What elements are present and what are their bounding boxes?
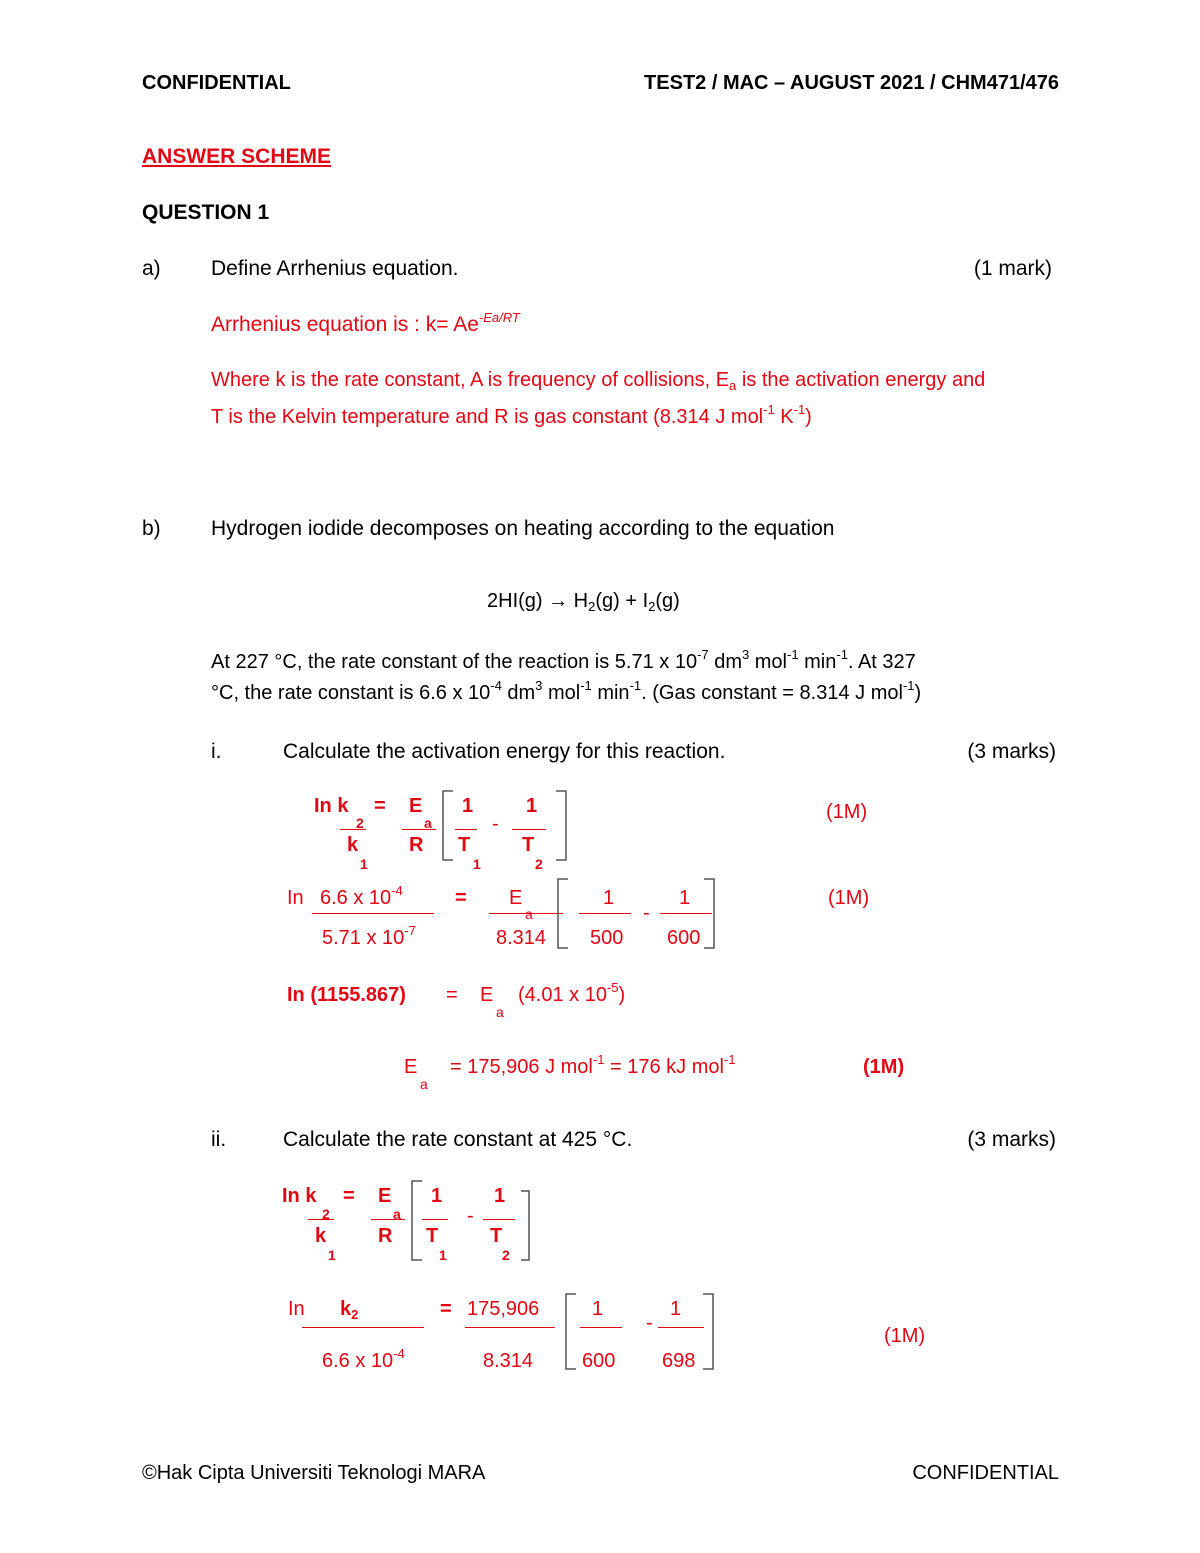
formula-i-t1-line xyxy=(455,829,477,830)
sub-ii-prompt-unit: °C. xyxy=(602,1128,633,1151)
info-1b: -7 xyxy=(697,647,709,662)
info-1e: mol xyxy=(749,651,788,673)
sub-ii-mark: (1M) xyxy=(884,1325,926,1347)
step3-E: E xyxy=(480,984,494,1006)
reaction-equation xyxy=(487,590,680,613)
formula-ii-t2-line xyxy=(483,1219,515,1220)
arrhenius-exponent: -Ea/RT xyxy=(478,310,520,325)
formula-ii-E: E xyxy=(378,1185,392,1207)
part-a-prompt: Define Arrhenius equation. xyxy=(211,257,459,280)
formula-i-ea-line xyxy=(402,829,436,830)
sub-ii-prompt xyxy=(283,1128,632,1152)
where-text-4: K xyxy=(774,406,794,428)
formula-i-R: R xyxy=(409,834,424,856)
sub-ii-one-a: 1 xyxy=(592,1298,604,1320)
sub-ii-R: 8.314 xyxy=(483,1350,534,1372)
sub-ii-d2-line xyxy=(658,1327,704,1328)
formula-ii-T1: T xyxy=(426,1225,439,1247)
sub-i-d1-line xyxy=(579,913,631,914)
formula-ii-left-bracket-icon xyxy=(409,1180,425,1262)
where-text-5: ) xyxy=(805,406,812,428)
info-2b: -4 xyxy=(490,678,502,693)
formula-ii-T1-sub: 1 xyxy=(439,1247,447,1263)
header-paper-code: TEST2 / MAC – AUGUST 2021 / CHM471/476 xyxy=(644,72,1059,94)
formula-ii-equals: = xyxy=(343,1185,355,1207)
where-sup-2: -1 xyxy=(793,402,806,417)
sub-i-E: E xyxy=(509,887,523,909)
formula-i-one-b: 1 xyxy=(526,795,538,817)
sub-ii-num-sub: 2 xyxy=(351,1307,359,1322)
info-1i: . At 327 xyxy=(847,651,916,673)
result-E: E xyxy=(404,1056,418,1078)
formula-i-sub1: 1 xyxy=(360,856,368,872)
sub-i-numerator: 6.6 x 10 xyxy=(320,887,392,909)
formula-i-one-a: 1 xyxy=(462,795,474,817)
question-heading: QUESTION 1 xyxy=(142,201,270,224)
formula-ii-one-a: 1 xyxy=(431,1185,443,1207)
sub-i-a: a xyxy=(525,906,533,922)
part-b-prompt: Hydrogen iodide decomposes on heating according to the equation xyxy=(211,517,835,540)
reaction-arrow-icon: → xyxy=(548,590,569,612)
sub-i-marks: (3 marks) xyxy=(967,740,1056,763)
sub-ii-d1: 600 xyxy=(582,1350,616,1372)
formula-i-T1: T xyxy=(458,834,471,856)
result-kilojoules: = 176 kJ mol xyxy=(604,1056,724,1078)
sub-ii-equals: = xyxy=(440,1298,452,1320)
info-2f: -1 xyxy=(580,678,592,693)
formula-i-a: a xyxy=(424,815,432,831)
formula-i-k1: k xyxy=(347,834,359,856)
reaction-i: (g) + I xyxy=(595,590,649,612)
info-1a: At 227 °C, the rate constant of the reaction is 5.71 x 10 xyxy=(211,651,698,673)
formula-i-minus: - xyxy=(492,813,499,835)
formula-i-t2-line xyxy=(512,829,546,830)
sub-i-d2: 600 xyxy=(667,927,701,949)
sub-i-prompt: Calculate the activation energy for this reaction. xyxy=(283,740,726,763)
sub-i-right-bracket-icon xyxy=(701,878,717,950)
info-line-1 xyxy=(211,647,916,674)
sub-ii-prompt-text: Calculate the rate constant at 425 xyxy=(283,1128,603,1151)
info-2k: ) xyxy=(914,682,922,704)
formula-i-right-bracket-icon xyxy=(553,790,569,862)
where-sub-a: a xyxy=(729,378,737,393)
sub-i-num-exp: -4 xyxy=(391,883,403,898)
formula-ii-R: R xyxy=(378,1225,393,1247)
where-text-2: is the activation energy and xyxy=(736,369,986,391)
info-1d: 3 xyxy=(741,647,750,662)
sub-i-equals: = xyxy=(455,887,467,909)
result-sub-a: a xyxy=(420,1076,428,1092)
step3-value: (4.01 x 10 xyxy=(518,984,607,1006)
sub-ii-numerator: k xyxy=(340,1298,352,1320)
info-line-2 xyxy=(211,678,922,705)
sub-ii-denominator: 6.6 x 10 xyxy=(322,1350,394,1372)
info-2d: 3 xyxy=(535,678,543,693)
formula-ii-minus: - xyxy=(467,1205,474,1227)
sub-ii-den-exp: -4 xyxy=(393,1346,405,1361)
footer-confidential: CONFIDENTIAL xyxy=(912,1462,1059,1484)
sub-ii-ea-value: 175,906 xyxy=(467,1298,540,1320)
reaction-sub-1: 2 xyxy=(588,599,596,614)
formula-ii-ln-line xyxy=(308,1219,334,1220)
sub-i-ea-line xyxy=(489,913,563,914)
sub-ii-ln-line xyxy=(302,1327,424,1328)
result-joules: = 175,906 J mol xyxy=(450,1056,593,1078)
info-2a: °C, the rate constant is 6.6 x 10 xyxy=(211,682,491,704)
arrhenius-equation-text: Arrhenius equation is : k= Ae xyxy=(211,313,479,336)
step3-sub-a: a xyxy=(496,1004,504,1020)
where-text-1: Where k is the rate constant, A is frequency of collisions, E xyxy=(211,369,730,391)
reaction-sub-2: 2 xyxy=(648,599,656,614)
footer-copyright: ©Hak Cipta Universiti Teknologi MARA xyxy=(142,1462,486,1484)
info-2i: . (Gas constant = 8.314 J mol xyxy=(641,682,903,704)
formula-ii-T2-sub: 2 xyxy=(502,1247,510,1263)
sub-i-ln-line xyxy=(312,913,434,914)
formula-i-left-bracket-icon xyxy=(440,790,456,862)
sub-i-left-bracket-icon xyxy=(555,878,571,950)
sub-ii-marks: (3 marks) xyxy=(967,1128,1056,1151)
result-mark: (1M) xyxy=(863,1056,905,1078)
step3-equals: = xyxy=(446,984,458,1006)
formula-i-equals: = xyxy=(374,795,386,817)
part-a-marks: (1 mark) xyxy=(973,257,1052,280)
formula-i-T2: T xyxy=(522,834,535,856)
sub-i-one-b: 1 xyxy=(679,887,691,909)
part-b-label: b) xyxy=(142,517,161,540)
sub-ii-d2: 698 xyxy=(662,1350,696,1372)
sub-ii-label: ii. xyxy=(211,1128,227,1151)
formula-i-ln-k: In k xyxy=(314,795,349,817)
formula-ii-a: a xyxy=(393,1206,401,1222)
sub-i-ln: In xyxy=(287,887,304,909)
formula-ii-right-bracket-icon xyxy=(518,1190,532,1262)
result-exp-2: -1 xyxy=(723,1052,736,1067)
sub-ii-left-bracket-icon xyxy=(563,1293,579,1371)
sub-ii-d1-line xyxy=(580,1327,622,1328)
where-sup-1: -1 xyxy=(763,402,775,417)
formula-i-mark: (1M) xyxy=(826,801,868,823)
sub-ii-one-b: 1 xyxy=(670,1298,682,1320)
sub-i-label: i. xyxy=(211,740,222,763)
reaction-reactant: 2HI(g) xyxy=(487,590,549,612)
sub-i-denominator: 5.71 x 10 xyxy=(322,927,405,949)
info-2e: mol xyxy=(542,682,581,704)
formula-i-T1-sub: 1 xyxy=(473,856,481,872)
info-1f: -1 xyxy=(787,647,799,662)
formula-ii-sub1: 1 xyxy=(328,1247,336,1263)
step3-close: ) xyxy=(618,984,626,1006)
sub-ii-ea-line xyxy=(465,1327,555,1328)
formula-ii-T2: T xyxy=(490,1225,503,1247)
sub-i-den-exp: -7 xyxy=(404,923,416,938)
where-text-3: T is the Kelvin temperature and R is gas constant (8.314 J mol xyxy=(211,406,764,428)
sub-i-d1: 500 xyxy=(590,927,624,949)
part-a-label: a) xyxy=(142,257,161,280)
sub-i-R: 8.314 xyxy=(496,927,547,949)
sub-i-mark: (1M) xyxy=(828,887,870,909)
where-line-2 xyxy=(211,402,812,429)
formula-ii-t1-line xyxy=(422,1219,448,1220)
reaction-h: H xyxy=(568,590,589,612)
info-2c: dm xyxy=(501,682,536,704)
info-1g: min xyxy=(798,651,837,673)
sub-ii-ln: In xyxy=(288,1298,305,1320)
formula-ii-one-b: 1 xyxy=(494,1185,506,1207)
header-confidential: CONFIDENTIAL xyxy=(142,72,291,94)
info-2h: -1 xyxy=(629,678,642,693)
arrhenius-equation xyxy=(211,310,520,337)
where-line-1 xyxy=(211,369,985,392)
formula-ii-ea-line xyxy=(371,1219,405,1220)
sub-i-one-a: 1 xyxy=(603,887,615,909)
sub-i-minus: - xyxy=(643,902,650,924)
formula-i-ln-line xyxy=(340,829,366,830)
formula-i-sub2: 2 xyxy=(356,815,364,831)
info-2g: min xyxy=(591,682,630,704)
formula-ii-k1: k xyxy=(315,1225,327,1247)
formula-i-T2-sub: 2 xyxy=(535,856,543,872)
formula-ii-ln-k: In k xyxy=(282,1185,317,1207)
formula-ii-sub2: 2 xyxy=(322,1206,330,1222)
result-exp-1: -1 xyxy=(592,1052,605,1067)
info-1h: -1 xyxy=(836,647,848,662)
sub-ii-minus: - xyxy=(646,1312,653,1334)
info-1c: dm xyxy=(708,651,742,673)
sub-ii-right-bracket-icon xyxy=(700,1293,716,1371)
info-2j: -1 xyxy=(902,678,915,693)
formula-i-E: E xyxy=(409,795,423,817)
answer-scheme-title: ANSWER SCHEME xyxy=(142,145,332,168)
reaction-state: (g) xyxy=(655,590,680,612)
step3-ln: In (1155.867) xyxy=(287,984,406,1006)
step3-exp: -5 xyxy=(606,980,619,995)
